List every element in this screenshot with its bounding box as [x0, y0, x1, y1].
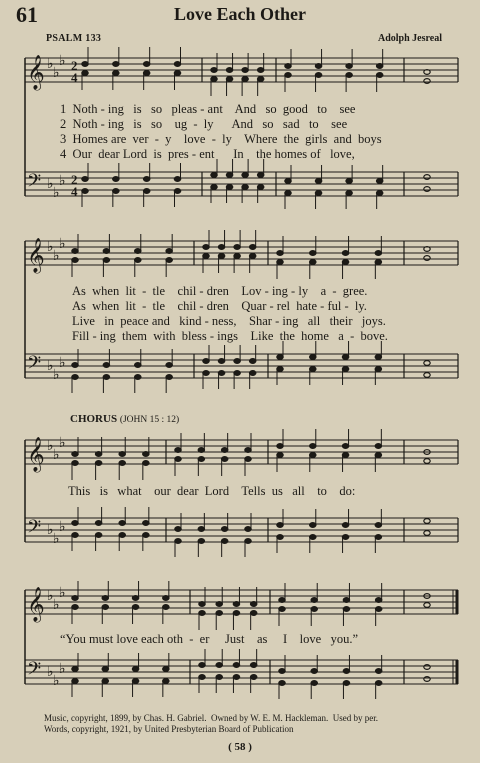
note-head: [95, 461, 101, 466]
note-head: [342, 260, 348, 265]
note-head: [249, 245, 255, 250]
note-head: [277, 523, 283, 528]
note-head: [218, 245, 224, 250]
note-head: [95, 452, 101, 457]
note-head: [250, 663, 256, 668]
note-head: [72, 258, 78, 263]
note-head: [119, 533, 125, 538]
note-head: [199, 675, 205, 680]
note-head: [72, 249, 78, 254]
time-signature-bottom: 4: [71, 184, 78, 199]
copyright-words: Words, copyright, 1921, by United Presbyterian Board of Publication: [44, 724, 294, 734]
note-head: [277, 260, 283, 265]
note-head: [103, 249, 109, 254]
note-head: [82, 189, 88, 194]
note-head: [199, 602, 205, 607]
hymn-number: 61: [16, 2, 38, 27]
note-head: [242, 173, 248, 178]
note-head: [342, 453, 348, 458]
note-head: [135, 249, 141, 254]
note-head: [315, 64, 321, 69]
note-head: [211, 77, 217, 82]
note-head: [102, 605, 108, 610]
flat-sign: ♭: [47, 176, 54, 192]
note-head: [375, 598, 381, 603]
flat-sign: ♭: [53, 248, 60, 264]
note-head: [218, 371, 224, 376]
flat-sign: ♭: [53, 447, 60, 463]
note-head: [277, 444, 283, 449]
note-head: [285, 64, 291, 69]
note-head: [375, 251, 381, 256]
note-head: [310, 453, 316, 458]
note-head: [311, 681, 317, 686]
note-head: [285, 191, 291, 196]
note-head: [277, 453, 283, 458]
note-head: [72, 363, 78, 368]
note-head: [279, 607, 285, 612]
note-head: [203, 254, 209, 259]
note-head: [199, 663, 205, 668]
note-head: [424, 361, 430, 366]
note-head: [113, 189, 119, 194]
flat-sign: ♭: [59, 585, 66, 601]
note-head: [72, 605, 78, 610]
note-head: [424, 665, 430, 670]
note-head: [257, 68, 263, 73]
note-head: [277, 355, 283, 360]
bass-clef: 𝄢: [27, 517, 42, 542]
note-head: [343, 669, 349, 674]
note-head: [226, 77, 232, 82]
note-head: [342, 535, 348, 540]
note-head: [211, 185, 217, 190]
note-head: [250, 602, 256, 607]
note-head: [242, 68, 248, 73]
flat-sign: ♭: [53, 367, 60, 383]
verse-1-lyric: 1 Noth - ing is so pleas - ant And so good to see: [60, 102, 356, 116]
note-head: [233, 663, 239, 668]
flat-sign: ♭: [59, 519, 66, 535]
note-head: [424, 459, 430, 464]
note-head: [234, 254, 240, 259]
chorus-lyric-1: This is what our dear Lord Tells us all to do:: [68, 484, 356, 498]
flat-sign: ♭: [53, 65, 60, 81]
note-head: [343, 598, 349, 603]
refrain-lyric-4: Fill - ing them with bless - ings Like the home a - bove.: [72, 329, 388, 343]
note-head: [375, 607, 381, 612]
note-head: [103, 258, 109, 263]
note-head: [424, 531, 430, 536]
note-head: [198, 539, 204, 544]
note-head: [102, 667, 108, 672]
note-head: [174, 189, 180, 194]
note-head: [103, 375, 109, 380]
note-head: [376, 191, 382, 196]
note-head: [119, 521, 125, 526]
note-head: [310, 523, 316, 528]
note-head: [424, 603, 430, 608]
note-head: [342, 523, 348, 528]
note-head: [375, 260, 381, 265]
time-signature-top: 2: [71, 58, 78, 73]
note-head: [245, 457, 251, 462]
note-head: [311, 607, 317, 612]
note-head: [163, 667, 169, 672]
note-head: [198, 527, 204, 532]
note-head: [163, 596, 169, 601]
note-head: [376, 64, 382, 69]
note-head: [216, 663, 222, 668]
time-signature-top: 2: [71, 172, 78, 187]
chorus-lyric-2: “You must love each oth - er Just as I love you.”: [60, 632, 358, 646]
note-head: [424, 256, 430, 261]
note-head: [103, 363, 109, 368]
note-head: [72, 667, 78, 672]
note-head: [163, 605, 169, 610]
note-head: [221, 457, 227, 462]
time-signature-bottom: 4: [71, 70, 78, 85]
note-head: [166, 363, 172, 368]
note-head: [249, 254, 255, 259]
note-head: [72, 452, 78, 457]
note-head: [285, 179, 291, 184]
note-head: [311, 598, 317, 603]
note-head: [82, 62, 88, 67]
note-head: [311, 669, 317, 674]
treble-clef: 𝄞: [27, 55, 45, 90]
copyright-music: Music, copyright, 1899, by Chas. H. Gabriel. Owned by W. E. M. Hackleman. Used by per.: [44, 713, 378, 723]
note-head: [166, 375, 172, 380]
note-head: [174, 71, 180, 76]
flat-sign: ♭: [47, 239, 54, 255]
page-number: ( 58 ): [228, 741, 252, 753]
note-head: [72, 461, 78, 466]
refrain-lyric-2: As when lit - tle chil - dren Quar - rel hate - ful - ly.: [72, 299, 367, 313]
note-head: [113, 177, 119, 182]
note-head: [163, 679, 169, 684]
note-head: [242, 77, 248, 82]
note-head: [143, 533, 149, 538]
bass-clef: 𝄢: [27, 171, 42, 196]
note-head: [72, 596, 78, 601]
flat-sign: ♭: [47, 664, 54, 680]
flat-sign: ♭: [59, 53, 66, 69]
note-head: [375, 535, 381, 540]
note-head: [143, 452, 149, 457]
note-head: [135, 258, 141, 263]
note-head: [72, 679, 78, 684]
note-head: [375, 681, 381, 686]
note-head: [95, 521, 101, 526]
flat-sign: ♭: [53, 597, 60, 613]
note-head: [277, 535, 283, 540]
note-head: [174, 62, 180, 67]
note-head: [315, 191, 321, 196]
note-head: [95, 533, 101, 538]
note-head: [342, 367, 348, 372]
note-head: [174, 177, 180, 182]
flat-sign: ♭: [59, 355, 66, 371]
note-head: [233, 611, 239, 616]
note-head: [375, 669, 381, 674]
flat-sign: ♭: [47, 522, 54, 538]
flat-sign: ♭: [59, 173, 66, 189]
bass-clef: 𝄢: [27, 659, 42, 684]
note-head: [315, 73, 321, 78]
note-head: [242, 185, 248, 190]
psalm-reference: PSALM 133: [46, 33, 102, 44]
note-head: [143, 177, 149, 182]
note-head: [277, 367, 283, 372]
treble-clef: 𝄞: [27, 587, 45, 622]
note-head: [166, 258, 172, 263]
chorus-label: CHORUS: [70, 413, 118, 425]
flat-sign: ♭: [47, 56, 54, 72]
note-head: [342, 444, 348, 449]
note-head: [143, 461, 149, 466]
verse-2-lyric: 2 Noth - ing is so ug - ly And so sad to see: [60, 117, 348, 131]
note-head: [226, 173, 232, 178]
note-head: [135, 375, 141, 380]
flat-sign: ♭: [53, 531, 60, 547]
note-head: [315, 179, 321, 184]
note-head: [250, 675, 256, 680]
note-head: [343, 681, 349, 686]
note-head: [226, 185, 232, 190]
chorus-heading: [70, 413, 179, 425]
note-head: [72, 533, 78, 538]
verse-3-lyric: 3 Homes are ver - y love - ly Where the girls and boys: [60, 132, 382, 146]
note-head: [285, 73, 291, 78]
note-head: [249, 359, 255, 364]
note-head: [218, 254, 224, 259]
note-head: [245, 539, 251, 544]
note-head: [113, 71, 119, 76]
flat-sign: ♭: [59, 236, 66, 252]
note-head: [216, 611, 222, 616]
note-head: [175, 539, 181, 544]
note-head: [342, 251, 348, 256]
note-head: [346, 191, 352, 196]
flat-sign: ♭: [53, 673, 60, 689]
note-head: [424, 677, 430, 682]
note-head: [119, 452, 125, 457]
treble-clef: 𝄞: [27, 437, 45, 472]
note-head: [143, 521, 149, 526]
note-head: [375, 367, 381, 372]
flat-sign: ♭: [59, 435, 66, 451]
note-head: [199, 611, 205, 616]
note-head: [257, 77, 263, 82]
note-head: [198, 448, 204, 453]
note-head: [166, 249, 172, 254]
note-head: [233, 675, 239, 680]
note-head: [203, 359, 209, 364]
note-head: [424, 175, 430, 180]
note-head: [245, 448, 251, 453]
note-head: [203, 245, 209, 250]
note-head: [221, 539, 227, 544]
note-head: [424, 79, 430, 84]
note-head: [234, 245, 240, 250]
note-head: [257, 173, 263, 178]
note-head: [221, 527, 227, 532]
composer-credit: Adolph Jesreal: [378, 33, 442, 44]
note-head: [346, 179, 352, 184]
flat-sign: ♭: [47, 358, 54, 374]
note-head: [102, 596, 108, 601]
note-head: [175, 448, 181, 453]
note-head: [310, 367, 316, 372]
note-head: [249, 371, 255, 376]
note-head: [132, 596, 138, 601]
note-head: [346, 73, 352, 78]
note-head: [211, 68, 217, 73]
note-head: [143, 189, 149, 194]
flat-sign: ♭: [53, 185, 60, 201]
note-head: [72, 375, 78, 380]
note-head: [226, 68, 232, 73]
note-head: [310, 251, 316, 256]
hymn-title: Love Each Other: [174, 4, 306, 24]
note-head: [376, 179, 382, 184]
note-head: [279, 598, 285, 603]
note-head: [82, 177, 88, 182]
chorus-reference: (JOHN 15 : 12): [119, 415, 180, 425]
note-head: [221, 448, 227, 453]
note-head: [279, 681, 285, 686]
note-head: [310, 355, 316, 360]
note-head: [342, 355, 348, 360]
note-head: [375, 453, 381, 458]
note-head: [203, 371, 209, 376]
flat-sign: ♭: [47, 438, 54, 454]
note-head: [113, 62, 119, 67]
flat-sign: ♭: [59, 661, 66, 677]
note-head: [424, 373, 430, 378]
note-head: [233, 602, 239, 607]
note-head: [198, 457, 204, 462]
flat-sign: ♭: [47, 588, 54, 604]
note-head: [250, 611, 256, 616]
note-head: [375, 444, 381, 449]
note-head: [175, 457, 181, 462]
note-head: [343, 607, 349, 612]
note-head: [216, 675, 222, 680]
note-head: [346, 64, 352, 69]
note-head: [279, 669, 285, 674]
note-head: [135, 363, 141, 368]
refrain-lyric-3: Live in peace and kind - ness, Shar - ing all their joys.: [72, 314, 386, 328]
note-head: [82, 71, 88, 76]
note-head: [257, 185, 263, 190]
note-head: [119, 461, 125, 466]
note-head: [72, 521, 78, 526]
note-head: [143, 71, 149, 76]
note-head: [310, 260, 316, 265]
note-head: [132, 605, 138, 610]
note-head: [310, 444, 316, 449]
note-head: [245, 527, 251, 532]
note-head: [277, 251, 283, 256]
note-head: [424, 519, 430, 524]
note-head: [375, 523, 381, 528]
note-head: [132, 667, 138, 672]
note-head: [143, 62, 149, 67]
treble-clef: 𝄞: [27, 238, 45, 273]
note-head: [376, 73, 382, 78]
note-head: [216, 602, 222, 607]
verse-4-lyric: 4 Our dear Lord is pres - ent In the homes of love,: [60, 147, 355, 161]
bass-clef: 𝄢: [27, 353, 42, 378]
note-head: [102, 679, 108, 684]
note-head: [310, 535, 316, 540]
note-head: [211, 173, 217, 178]
note-head: [375, 355, 381, 360]
note-head: [175, 527, 181, 532]
note-head: [234, 371, 240, 376]
note-head: [424, 187, 430, 192]
note-head: [234, 359, 240, 364]
note-head: [218, 359, 224, 364]
refrain-lyric-1: As when lit - tle chil - dren Lov - ing - ly a - gree.: [72, 284, 368, 298]
note-head: [132, 679, 138, 684]
